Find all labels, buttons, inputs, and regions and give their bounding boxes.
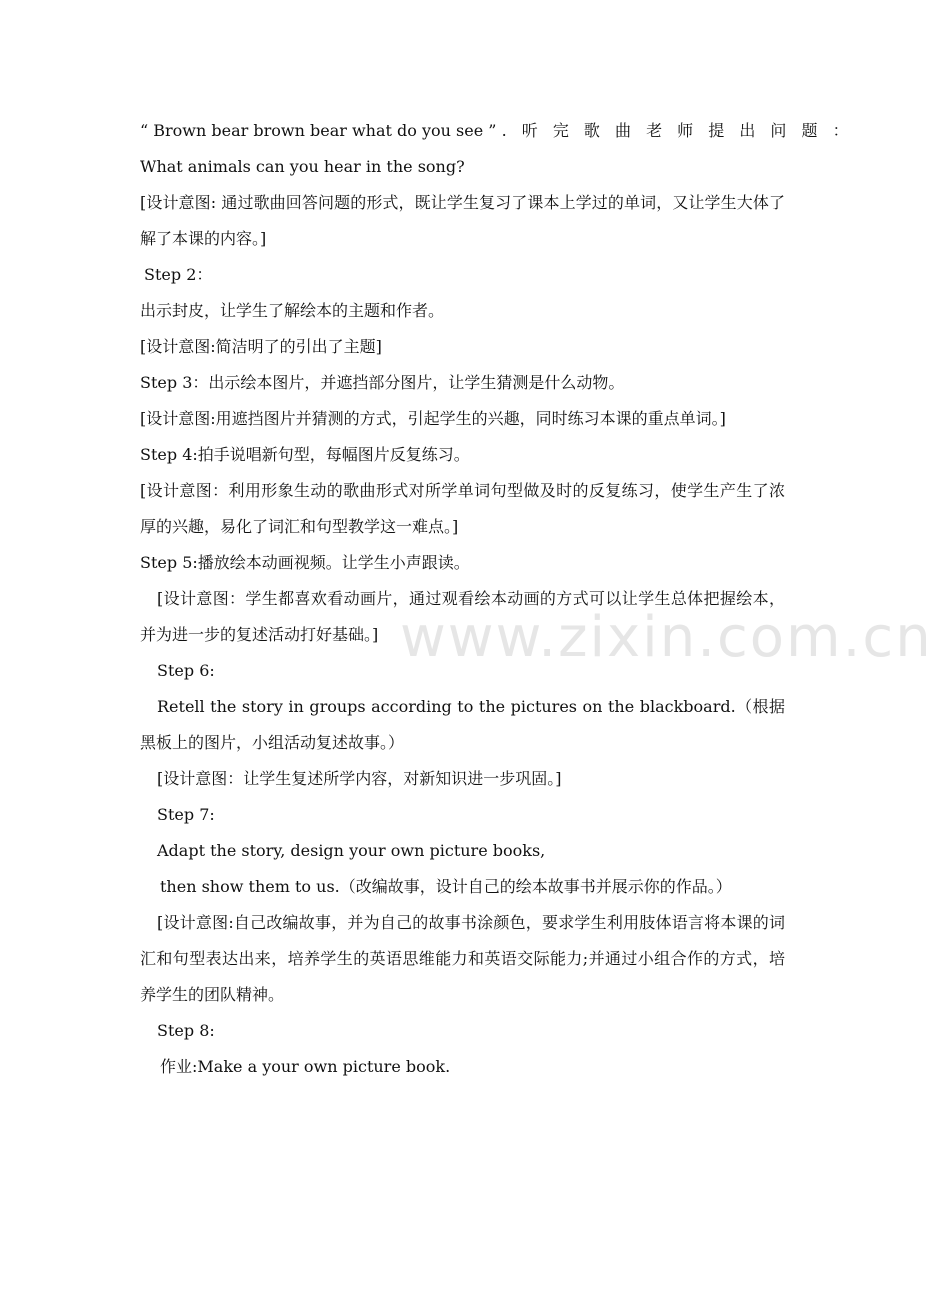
step-7-heading: Step 7: (157, 805, 215, 824)
song-question-line (140, 113, 854, 149)
step-2-text: 出示封皮，让学生了解绘本的主题和作者。 (140, 301, 445, 320)
step-2-heading: Step 2： (144, 265, 213, 284)
step-3-text: Step 3：出示绘本图片，并遮挡部分图片，让学生猜测是什么动物。 (140, 373, 625, 392)
step-6-text: Retell the story in groups according to the pictures on the blackboard.（根据黑板上的图片，小组活动复述故事。） (140, 697, 785, 752)
document-body (140, 113, 854, 1085)
step-7-text-1: Adapt the story, design your own picture books, (157, 841, 546, 860)
step-6-heading: Step 6: (157, 661, 215, 680)
design-intent-5: [设计意图：学生都喜欢看动画片，通过观看绘本动画的方式可以让学生总体把握绘本，并为进一步的复述活动打好基础。] (140, 589, 785, 644)
design-intent-2: [设计意图:简洁明了的引出了主题] (140, 337, 382, 356)
design-intent-1: [设计意图: 通过歌曲回答问题的形式，既让学生复习了课本上学过的单词，又让学生大体了解了本课的内容。] (140, 193, 785, 248)
design-intent-7: [设计意图:自己改编故事，并为自己的故事书涂颜色，要求学生利用肢体语言将本课的词汇和句型表达出来，培养学生的英语思维能力和英语交际能力;并通过小组合作的方式，培养学生的团队精神。 (140, 913, 785, 1004)
homework-text: 作业:Make a your own picture book. (160, 1057, 451, 1076)
design-intent-3: [设计意图:用遮挡图片并猜测的方式，引起学生的兴趣，同时练习本课的重点单词。] (140, 409, 726, 428)
design-intent-4: [设计意图：利用形象生动的歌曲形式对所学单词句型做及时的反复练习，使学生产生了浓厚的兴趣，易化了词汇和句型教学这一难点。] (140, 481, 785, 536)
step-8-heading: Step 8: (157, 1021, 215, 1040)
step-7-text-2: then show them to us.（改编故事，设计自己的绘本故事书并展示你的作品。） (160, 877, 732, 896)
question-text: What animals can you hear in the song? (140, 157, 465, 176)
step-4-text: Step 4:拍手说唱新句型，每幅图片反复练习。 (140, 445, 470, 464)
step-5-text: Step 5:播放绘本动画视频。让学生小声跟读。 (140, 553, 470, 572)
song-title: “ Brown bear brown bear what do you see ” (140, 121, 497, 140)
watermark-text: www.zixin.com.cn (400, 605, 933, 670)
teacher-question-intro: . 听 完 歌 曲 老 师 提 出 问 题 ： (501, 121, 854, 140)
design-intent-6: [设计意图：让学生复述所学内容，对新知识进一步巩固。] (157, 769, 562, 788)
